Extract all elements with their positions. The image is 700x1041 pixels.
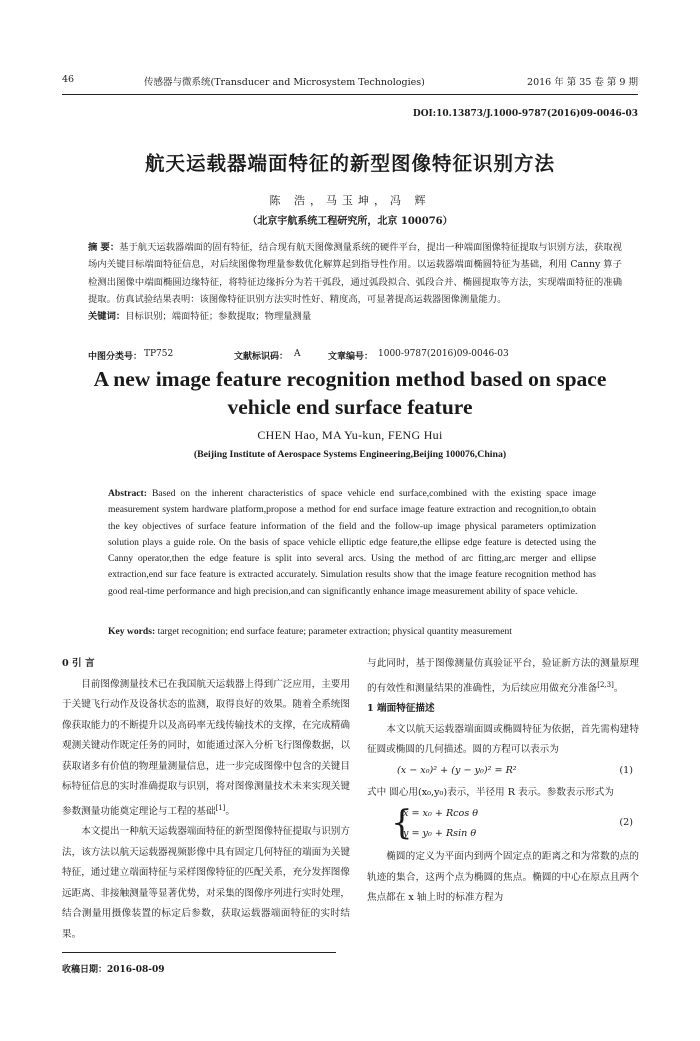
section-0-title: 0 引 言 <box>62 658 95 669</box>
page-number: 46 <box>62 74 75 85</box>
right-column <box>367 654 639 909</box>
art-label: 文章编号： <box>328 352 374 362</box>
cn-meta <box>88 349 622 363</box>
en-abstract-label: Abstract: <box>108 488 147 499</box>
journal-name: 传感器与微系统(Transducer and Microsystem Technologies) <box>144 77 425 88</box>
cn-abstract-label: 摘 要： <box>88 242 120 253</box>
citation: [2,3] <box>597 680 614 689</box>
equation-2-number: (2) <box>619 817 633 829</box>
equation-2-line2: y = y₀ + Rsin θ <box>403 828 477 840</box>
paragraph-text: 目前图像测量技术已在我国航天运载器上得到广泛应用，主要用于关键飞行动作及设备状态的监测，取得良好的效果。随着全系统图像获取能力的不断提升以及高码率无线传输技术的支撑，在完成精确观测关键动作既定任务的同时，如能通过深入分析飞行图像数据，以获取诸多有价值的物理量测量信息，进一步完成图像中包含的关键目标特征信息的实时准确提取与识别，将对图像测量技术未来实现关键参数测量功能奠定理论与工程的基础 <box>62 678 350 817</box>
equation-1-body: (x − x₀)² + (y − y₀)² = R² <box>397 764 517 776</box>
doc-value: A <box>294 349 301 359</box>
en-keywords: target recognition; end surface feature; parameter extraction; physical quantity measurement <box>157 626 512 637</box>
paragraph: 本文以航天运载器端面圆或椭圆特征为依据，首先需构建特征圆或椭圆的几何描述。圆的方程可以表示为 <box>367 723 639 756</box>
equation-1 <box>367 761 639 783</box>
paragraph-end: 。 <box>225 805 236 817</box>
cn-authors: 陈 浩，马玉坤，冯 辉 <box>269 194 431 207</box>
running-header <box>62 74 638 90</box>
section-1-title: 1 端面特征描述 <box>367 703 435 715</box>
doc-label: 文献标识码： <box>234 352 289 362</box>
en-keywords-line <box>108 626 618 637</box>
paragraph-text: 与此同时，基于图像测量仿真验证平台，验证新方法的测量原理的有效性和测量结果的准确性，为后续应用做充分准备 <box>367 658 639 694</box>
en-authors: CHEN Hao, MA Yu-kun, FENG Hui <box>257 428 443 442</box>
en-affiliation: (Beijing Institute of Aerospace Systems Engineering,Beijing 100076,China) <box>193 449 507 460</box>
left-column <box>62 654 350 945</box>
cn-affiliation: （北京宇航系统工程研究所，北京 100076） <box>247 216 453 227</box>
paragraph <box>62 675 350 823</box>
clc-label: 中图分类号： <box>88 352 143 362</box>
equation-2 <box>367 803 639 847</box>
cn-keywords: 目标识别；端面特征；参数提取；物理量测量 <box>125 311 312 323</box>
paragraph: 式中 圆心用(x₀,y₀)表示，半径用 R 表示。参数表示形式为 <box>367 786 614 798</box>
paragraph-end: 。 <box>613 682 624 694</box>
brace-glyph: { <box>391 803 413 844</box>
cn-abstract-text: 基于航天运载器端面的固有特征，结合现有航天图像测量系统的硬件平台，提出一种端面图像特征提取与识别方法，获取视场内关键目标端面特征信息，对后续图像物理量参数优化解算起到指导性作用。以运载器端面椭圆特征为基础，利用 Canny 算子检测出图像中端面椭圆边缘特征，将特征边缘拆分为若干弧段，通过弧段拟合、弧段合并、椭圆提取等方法，实现端面特征的准确提取。仿真试验结果表明：该图像特征识别方法实时性好、精度高，可显著提高运载器图像测量能力。 <box>88 242 622 305</box>
equation-2-line1: x = x₀ + Rcos θ <box>403 808 479 820</box>
paragraph: 椭圆的定义为平面内到两个固定点的距离之和为常数的点的轨迹的集合，这两个点为椭圆的焦点。椭圆的中心在原点且两个焦点都在 x 轴上时的标准方程为 <box>367 851 639 904</box>
header-rule <box>62 94 638 95</box>
en-abstract-text: Based on the inherent characteristics of space vehicle end surface,combined with the existing space image measurement system hardware platform,propose a method for end surface image feature extraction and recognition,to obtain the key objectives of surface feature information of the field and the follow-up image physical parameters optimization solution plays a guide role. On the basis of space vehicle elliptic edge feature,the ellipse edge feature is detected using the Canny operator,then the edge feature is split into several arcs. Using the method of arc fitting,arc merger and ellipse extraction,end sur face feature is extracted accurately. Simulation results show that the image feature recognition method has good real-time performance and high precision,and can significantly enhance image measurement ability of space vehicle. <box>108 488 596 597</box>
cn-keywords-label: 关键词： <box>88 311 126 323</box>
en-abstract <box>108 486 596 600</box>
doi: DOI:10.13873/J.1000-9787(2016)09-0046-03 <box>412 109 638 119</box>
en-title: A new image feature recognition method based on space vehicle end surface feature <box>93 367 607 419</box>
clc-value: TP752 <box>144 349 174 359</box>
citation: [1] <box>215 803 226 812</box>
paragraph <box>367 654 639 699</box>
received-date: 收稿日期：2016-08-09 <box>62 965 165 975</box>
en-keywords-label: Key words: <box>108 626 156 637</box>
equation-1-number: (1) <box>619 764 633 776</box>
footnote-rule <box>62 952 336 953</box>
paragraph: 本文提出一种航天运载器端面特征的新型图像特征提取与识别方法，该方法以航天运载器视频影像中具有固定几何特征的端面为关键特征，通过建立端面特征与采样图像特征的匹配关系，充分发挥图像远距离、非接触测量等显著优势，对采集的图像序列进行实时处理，结合测量用摄像装置的标定后参数，获取运载器端面特征的实时结果。 <box>62 826 350 940</box>
cn-title: 航天运载器端面特征的新型图像特征识别方法 <box>144 152 555 175</box>
art-value: 1000-9787(2016)09-0046-03 <box>378 349 509 359</box>
cn-abstract <box>88 239 622 325</box>
issue-info: 2016 年 第 35 卷 第 9 期 <box>527 77 638 88</box>
